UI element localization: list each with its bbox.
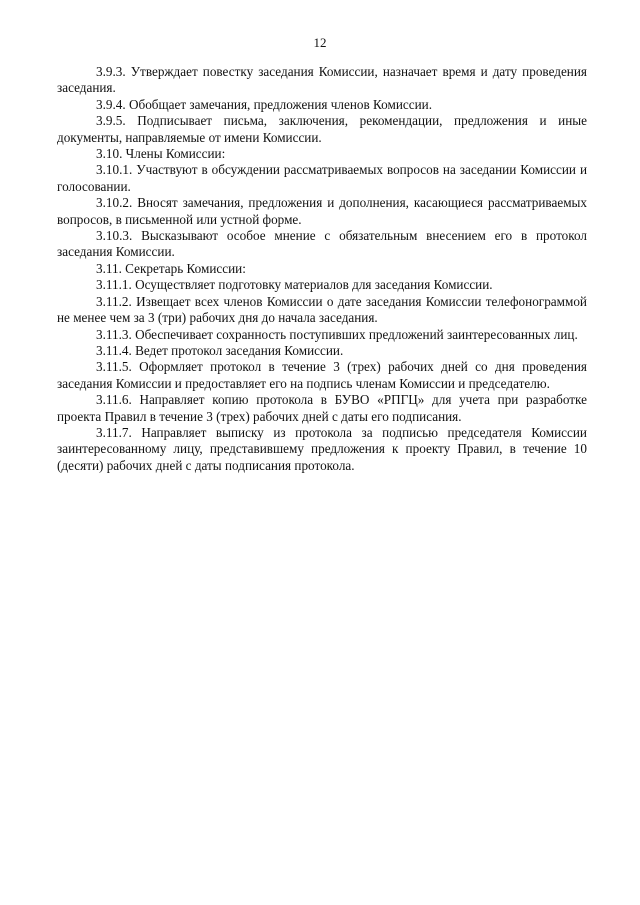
paragraph-3-11-4: 3.11.4. Ведет протокол заседания Комиссии.: [96, 342, 344, 358]
paragraph-3-11-3: 3.11.3. Обеспечивает сохранность поступивших предложений заинтересованных лиц.: [96, 326, 578, 342]
paragraph-3-10-heading: 3.10. Члены Комиссии:: [96, 146, 226, 162]
paragraph-3-10-1: 3.10.1. Участвуют в обсуждении рассматриваемых вопросов на заседании Комиссии и голосовании.: [57, 162, 587, 194]
paragraph-3-11-heading: 3.11. Секретарь Комиссии:: [96, 260, 246, 276]
paragraph-3-11-6: 3.11.6. Направляет копию протокола в БУВО «РПГЦ» для учета при разработке проекта Правил в течение 3 (трех) рабочих дней с даты его подписания.: [57, 392, 587, 424]
document-body: [57, 64, 587, 474]
paragraph-3-10-2: 3.10.2. Вносят замечания, предложения и дополнения, касающиеся рассматриваемых вопросов, в письменной или устной форме.: [57, 195, 587, 227]
paragraph-3-11-5: 3.11.5. Оформляет протокол в течение 3 (трех) рабочих дней со дня проведения заседания Комиссии и предоставляет его на подпись членам Комиссии и председателю.: [57, 359, 587, 391]
paragraph-3-9-4: 3.9.4. Обобщает замечания, предложения членов Комиссии.: [96, 96, 433, 112]
paragraph-3-11-1: 3.11.1. Осуществляет подготовку материалов для заседания Комиссии.: [96, 277, 493, 293]
paragraph-3-10-3: 3.10.3. Высказывают особое мнение с обязательным внесением его в протокол заседания Комиссии.: [57, 228, 587, 260]
paragraph-3-11-2: 3.11.2. Извещает всех членов Комиссии о дате заседания Комиссии телефонограммой не менее чем за 3 (три) рабочих дня до начала заседания.: [57, 293, 587, 326]
paragraph-3-9-5: 3.9.5. Подписывает письма, заключения, рекомендации, предложения и иные документы, направляемые от имени Комиссии.: [57, 113, 587, 145]
paragraph-3-11-7: 3.11.7. Направляет выписку из протокола за подписью председателя Комиссии заинтересованному лицу, представившему предложения к проекту Правил, в течение 10 (десяти) рабочих дней с даты подписания протокола.: [57, 424, 587, 473]
page-number: 12: [313, 35, 327, 50]
paragraph-3-9-3: 3.9.3. Утверждает повестку заседания Комиссии, назначает время и дату проведения заседания.: [57, 64, 587, 96]
